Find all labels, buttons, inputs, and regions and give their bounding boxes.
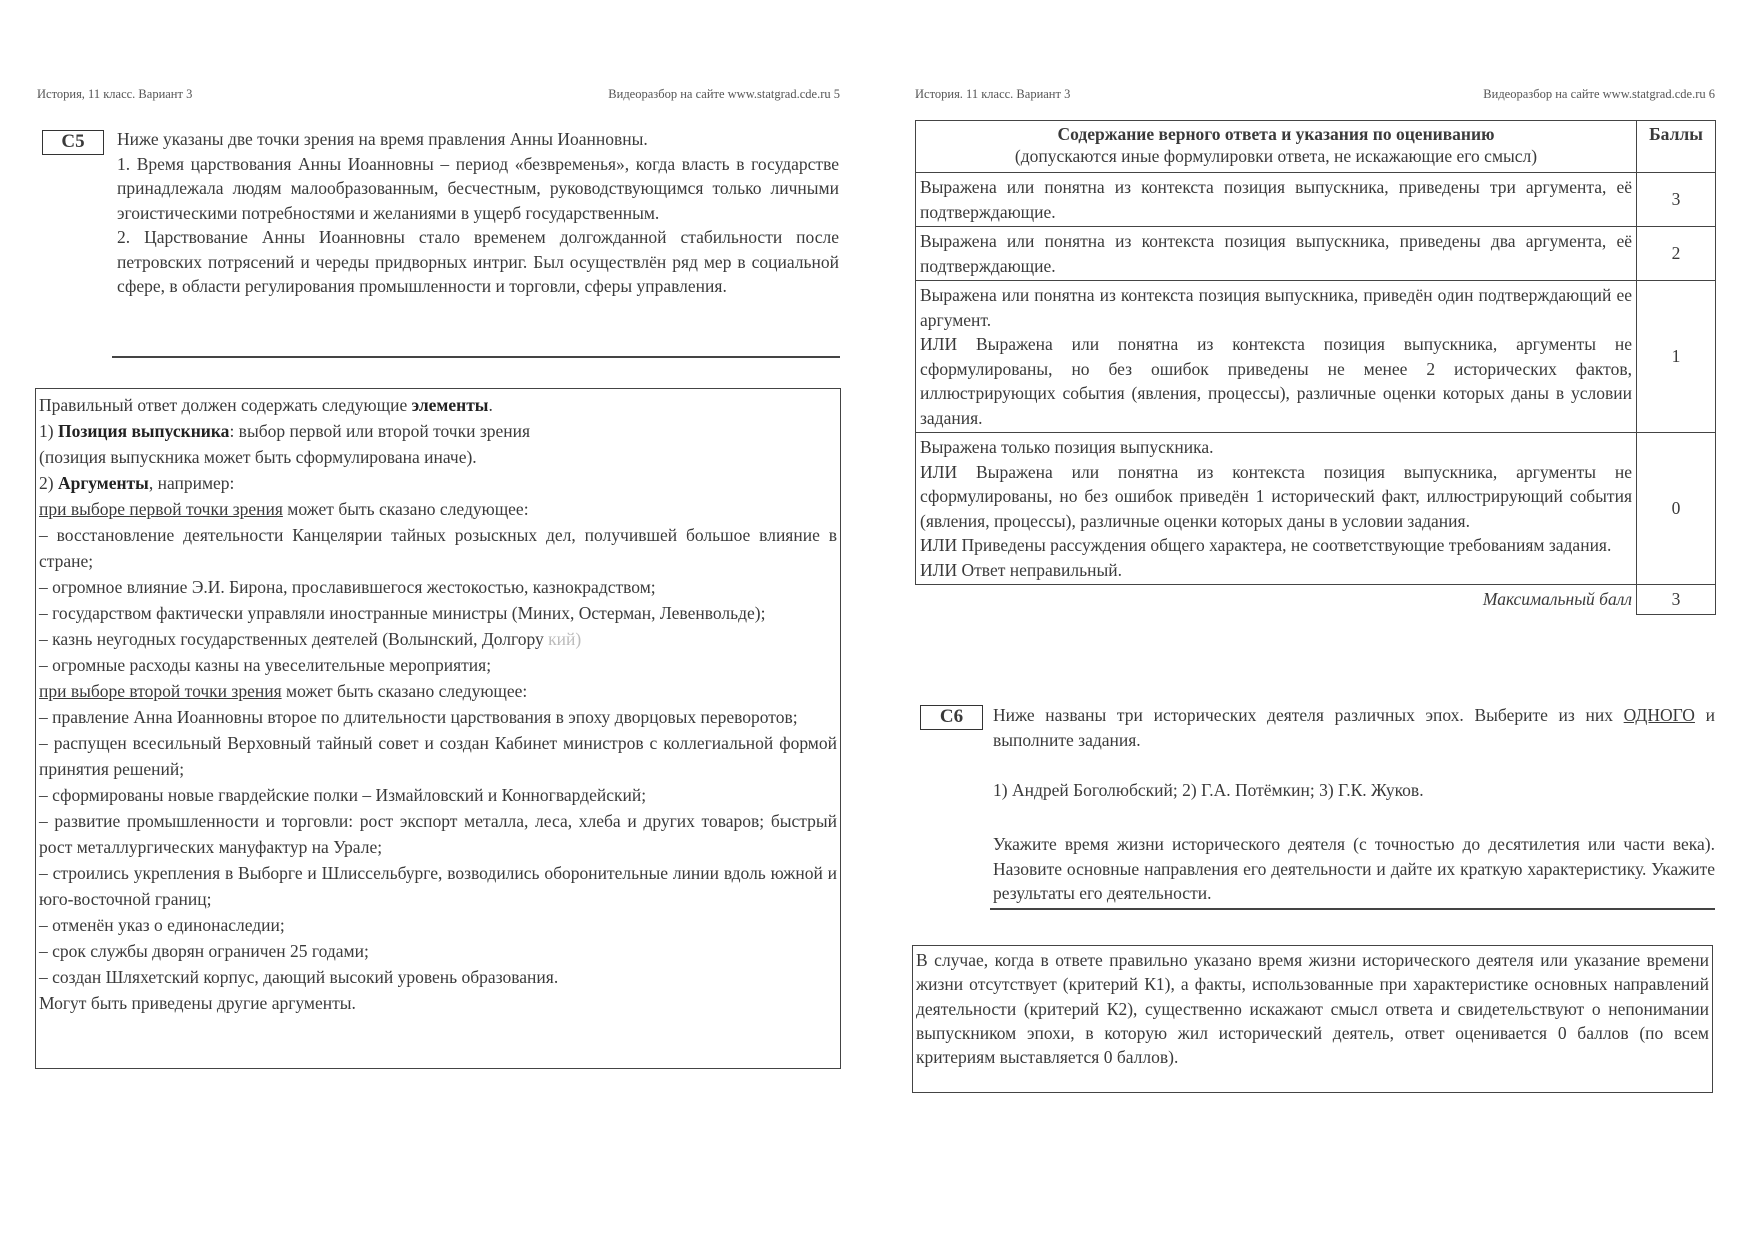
first-view-heading: при выборе первой точки зрения [39,499,283,519]
scoring-table [915,120,1716,615]
argument: – казнь неугодных государственных деятелей (Волынский, Долгору [39,629,544,649]
punct: . [488,395,493,415]
argument: – государством фактически управляли иностранные министры (Миних, Остерман, Левенвольде); [39,603,766,623]
item-num: 1) [39,421,58,441]
table-row [916,173,1716,227]
first-view-rest: может быть сказано следующее: [282,499,529,519]
criterion-text [916,433,1637,585]
task-c6-label: С6 [920,705,983,730]
argument: – строились укрепления в Выборге и Шлиссельбурге, возводились оборонительные линии вдоль южной и юго-восточной границ; [39,863,837,909]
max-score-value: 3 [1637,585,1716,615]
argument: – огромное влияние Э.И. Бирона, прославившегося жестокостью, казнокрадством; [39,577,656,597]
argument: – срок службы дворян ограничен 25 годами; [39,941,369,961]
item2-bold: Аргументы [57,473,149,493]
answer-intro-bold: элементы [411,395,489,415]
content-header-title: Содержание верного ответа и указания по оцениванию [1057,124,1495,144]
c6-intro-underlined: ОДНОГО [1623,705,1695,725]
score-cell: 1 [1637,281,1716,433]
c6-intro-end: и выполните задания. [993,705,1715,750]
criterion-line: Выражена или понятна из контекста позиция выпускника, приведён один подтверждающий ее аргумент. [920,285,1632,330]
task-c5-text [117,127,839,299]
c6-note-box: В случае, когда в ответе правильно указано время жизни исторического деятеля или указание времени жизни отсутствует (критерий К1), а факты, использованные при характеристике основных направлений деятельности (критерий К2), существенно искажают смысл ответа и свидетельствуют о непонимании выпускником эпохи, в которую жил исторический деятель, ответ оценивается 0 баллов (по всем критериям выставляется 0 баллов). [912,945,1713,1093]
answer-closing: Могут быть приведены другие аргументы. [39,993,356,1013]
table-header [916,121,1716,173]
content-header-sub: (допускаются иные формулировки ответа, не искажающие его смысл) [1014,146,1538,166]
task-c5-label: С5 [42,130,104,155]
argument: – огромные расходы казны на увеселительные мероприятия; [39,655,492,675]
score-cell: 3 [1637,173,1716,227]
score-header: Баллы [1637,121,1716,173]
right-header-left: История. 11 класс. Вариант 3 [915,87,1071,101]
table-row [916,281,1716,433]
argument: – сформированы новые гвардейские полки – Измайловский и Конногвардейский; [39,785,647,805]
argument: – развитие промышленности и торговли: рост экспорт металла, леса, хлеба и других товаров; быстрый рост металлургических мануфактур на Урале; [39,811,837,857]
c6-instructions: Укажите время жизни исторического деятеля (с точностью до десятилетия или части века). Назовите основные направления его деятельности и дайте их краткую характеристику. Укажите результаты его деятельности. [993,834,1715,903]
table-row [916,433,1716,585]
right-header-right: Видеоразбор на сайте www.statgrad.cde.ru 6 [1483,87,1715,101]
criterion-line: Выражена только позиция выпускника. [920,437,1214,457]
score-cell: 0 [1637,433,1716,585]
task-c6-intro [993,703,1715,752]
criterion-line: ИЛИ Выражена или понятна из контекста позиция выпускника, аргументы не сформулированы, но без ошибок приведён 1 исторический факт, иллюстрирующий события (явления, процессы), различные оценки которых даны в условии задания. [920,461,1632,531]
faint-text: кий) [548,629,582,649]
second-view-rest: может быть сказано следующее: [281,681,528,701]
table-row [916,227,1716,281]
divider [112,356,840,358]
task-c5-view2: 2. Царствование Анны Иоанновны стало временем долгожданной стабильности после петровских потрясений и череды придворных интриг. Был осуществлён ряд мер в социальной сфере, в области регулирования промышленности и торговли, сферы управления. [117,227,839,296]
task-c5-intro: Ниже указаны две точки зрения на время правления Анны Иоанновны. [117,129,648,149]
second-view-heading: при выборе второй точки зрения [39,681,282,701]
argument: – отменён указ о единонаследии; [39,915,285,935]
c6-figures-list: 1) Андрей Боголюбский; 2) Г.А. Потёмкин; 3) Г.К. Жуков. [993,780,1424,800]
divider [990,908,1715,910]
item2-text: , например: [148,473,235,493]
criterion-text: Выражена или понятна из контекста позиция выпускника, приведены два аргумента, её подтверждающие. [916,227,1637,281]
argument: – создан Шляхетский корпус, дающий высокий уровень образования. [39,967,559,987]
content-header [916,121,1637,173]
item1-note: (позиция выпускника может быть сформулирована иначе). [39,447,477,467]
left-header-right: Видеоразбор на сайте www.statgrad.cde.ru 5 [608,87,840,101]
argument: – распущен всесильный Верховный тайный совет и создан Кабинет министров с коллегиальной формой принятия решений; [39,733,837,779]
criterion-line: ИЛИ Приведены рассуждения общего характера, не соответствующие требованиям задания. [920,535,1612,555]
answer-box [35,388,841,1069]
criterion-text [916,281,1637,433]
c6-intro-text: Ниже названы три исторических деятеля различных эпох. Выберите из них [993,705,1624,725]
score-cell: 2 [1637,227,1716,281]
task-c5-view1: 1. Время царствования Анны Иоанновны – период «безвременья», когда власть в государстве принадлежала людям малообразованным, бесчестным, руководствующимся только личными эгоистическими потребностями и желаниями в ущерб государственным. [117,153,839,223]
criterion-line: ИЛИ Выражена или понятна из контекста позиция выпускника, аргументы не сформулированы, но без ошибок приведены не менее 2 исторических фактов, иллюстрирующих события (явления, процессы), различные оценки которых даны в условии задания. [920,334,1632,428]
argument: – восстановление деятельности Канцелярии тайных розыскных дел, получившей большое влияние в стране; [39,525,837,571]
argument: – правление Анна Иоанновны второе по длительности царствования в эпоху дворцовых переворотов; [39,707,798,727]
item1-text: : выбор первой или второй точки зрения [229,421,531,441]
item1-bold: Позиция выпускника [57,421,230,441]
max-score-label: Максимальный балл [916,585,1637,615]
item-num: 2) [39,473,58,493]
answer-intro: Правильный ответ должен содержать следующие [39,395,412,415]
max-score-row [916,585,1716,615]
criterion-line: ИЛИ Ответ неправильный. [920,559,1122,580]
criterion-text: Выражена или понятна из контекста позиция выпускника, приведены три аргумента, её подтверждающие. [916,173,1637,227]
left-header-left: История, 11 класс. Вариант 3 [37,87,193,101]
